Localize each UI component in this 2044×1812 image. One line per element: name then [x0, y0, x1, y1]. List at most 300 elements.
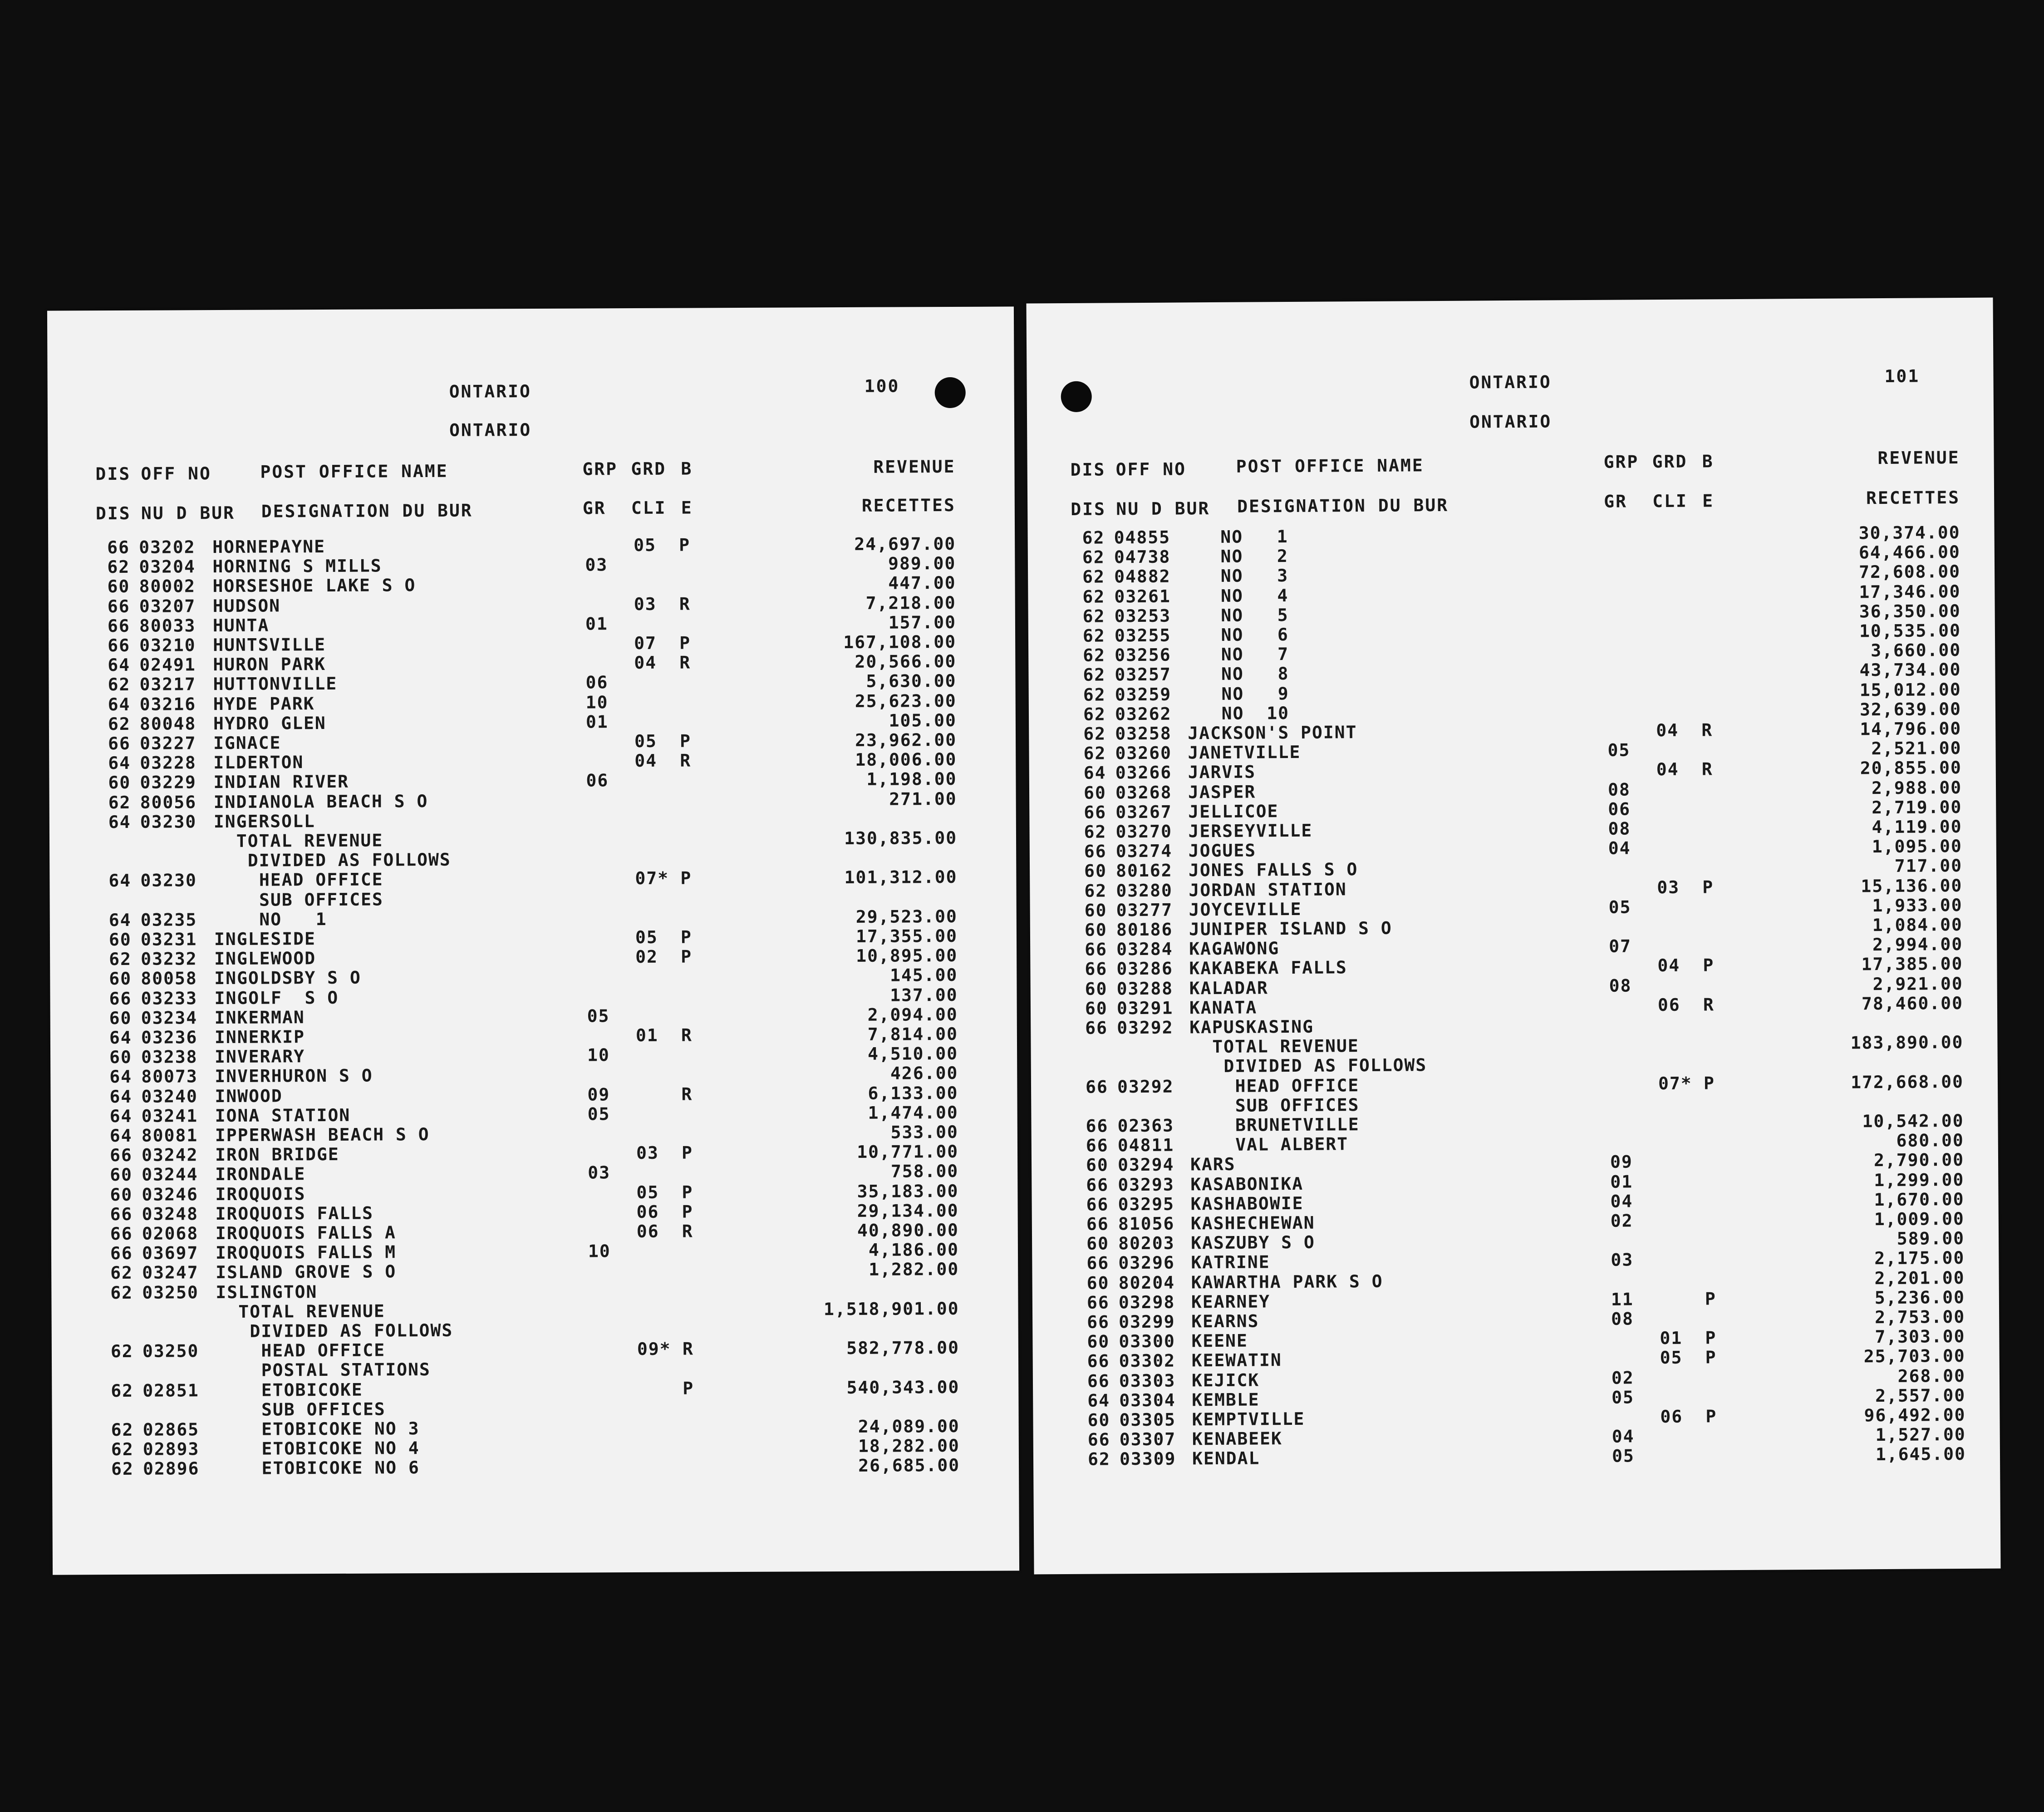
cell-rev: 1,299.00	[1874, 1169, 1965, 1190]
cell-off: 80186	[1116, 919, 1173, 940]
cell-name: KEENE	[1191, 1330, 1248, 1351]
cell-name: IROQUOIS	[215, 1183, 306, 1204]
cell-rev: 23,962.00	[855, 729, 957, 750]
cell-rev: 18,282.00	[858, 1436, 960, 1457]
cell-name: HUNTSVILLE	[213, 634, 326, 655]
cell-rev: 25,623.00	[855, 690, 957, 711]
cell-off: 03292	[1117, 1017, 1174, 1038]
cell-dis: 66	[1085, 1077, 1108, 1097]
header-dis: DIS	[95, 463, 131, 484]
cell-off: 03207	[139, 596, 196, 616]
header-grp: GRP	[1603, 452, 1639, 472]
cell-grp: 06	[586, 770, 609, 791]
cell-rev: 2,521.00	[1871, 738, 1962, 759]
cell-name: INDIANOLA BEACH S O	[213, 791, 428, 812]
cell-rev: 447.00	[888, 573, 956, 593]
cell-b: P	[681, 1142, 693, 1163]
cell-off: 03255	[1114, 625, 1171, 646]
cell-name: NO 7	[1187, 644, 1289, 665]
header-e: E	[1702, 491, 1715, 511]
cell-off: 03293	[1118, 1174, 1174, 1195]
cell-dis: 60	[1087, 1331, 1110, 1352]
cell-name: HYDE PARK	[213, 693, 315, 714]
cell-name: SUB OFFICES	[216, 1399, 386, 1420]
cell-grp: 08	[1611, 1309, 1634, 1329]
cell-b: P	[680, 868, 692, 888]
cell-name: KASABONIKA	[1190, 1173, 1304, 1194]
cell-name: NO 5	[1187, 605, 1289, 626]
cell-name: POSTAL STATIONS	[216, 1359, 431, 1381]
cell-b: P	[1705, 1289, 1716, 1309]
cell-grp: 01	[585, 614, 608, 634]
cell-rev: 15,136.00	[1861, 875, 1963, 896]
punch-hole	[935, 377, 966, 408]
cell-off: 80002	[139, 576, 196, 597]
cell-off: 03292	[1117, 1076, 1174, 1097]
cell-off: 03253	[1114, 606, 1171, 626]
cell-dis: 60	[1084, 861, 1107, 881]
cell-rev: 533.00	[890, 1122, 958, 1142]
cell-off: 03284	[1116, 939, 1173, 960]
cell-rev: 2,790.00	[1873, 1150, 1965, 1171]
cell-b: P	[1705, 1328, 1717, 1348]
cell-b: R	[679, 594, 691, 614]
cell-dis: 60	[110, 1165, 133, 1185]
cell-rev: 96,492.00	[1864, 1404, 1966, 1426]
cell-dis: 64	[108, 871, 132, 891]
cell-rev: 29,134.00	[857, 1200, 959, 1221]
cell-grd: 06	[636, 1201, 659, 1222]
cell-b: P	[1703, 955, 1715, 975]
cell-name: KEJICK	[1191, 1370, 1260, 1390]
cell-rev: 1,518,901.00	[823, 1298, 959, 1320]
cell-rev: 36,350.00	[1859, 601, 1961, 622]
cell-rev: 32,639.00	[1859, 699, 1962, 720]
header-grd: GRD	[1652, 451, 1688, 472]
cell-rev: 30,374.00	[1858, 522, 1960, 543]
cell-rev: 2,201.00	[1874, 1267, 1965, 1288]
cell-off: 03256	[1115, 645, 1171, 665]
cell-b: P	[679, 535, 691, 555]
province-title-en: ONTARIO	[449, 381, 531, 402]
cell-name: JANETVILLE	[1188, 742, 1301, 763]
cell-rev: 18,006.00	[855, 749, 957, 770]
cell-off: 03228	[140, 753, 197, 773]
cell-off: 80203	[1118, 1233, 1175, 1254]
cell-grp: 06	[1608, 799, 1631, 819]
cell-name: IRON BRIDGE	[215, 1144, 339, 1165]
cell-off: 03266	[1115, 762, 1172, 783]
cell-rev: 2,988.00	[1871, 777, 1962, 798]
cell-name: INWOOD	[215, 1086, 283, 1106]
cell-name: KEARNEY	[1191, 1291, 1271, 1312]
cell-name: KASZUBY S O	[1190, 1232, 1315, 1253]
header-grp: GRP	[582, 459, 618, 479]
cell-dis: 60	[1086, 1273, 1110, 1293]
cell-name: KAPUSKASING	[1189, 1016, 1314, 1038]
cell-dis: 66	[1085, 1018, 1108, 1038]
header-dis-fr: DIS	[1071, 499, 1106, 519]
cell-rev: 10,542.00	[1862, 1110, 1964, 1132]
cell-name: INGERSOLL	[213, 811, 315, 832]
cell-off: 03296	[1118, 1252, 1175, 1273]
cell-grd: 04	[1656, 720, 1679, 741]
cell-name: KATRINE	[1191, 1252, 1270, 1273]
cell-grp: 10	[587, 1045, 610, 1065]
cell-dis: 62	[1082, 586, 1106, 607]
cell-rev: 1,084.00	[1872, 914, 1963, 936]
cell-dis: 60	[107, 576, 130, 597]
cell-off: 04882	[1114, 566, 1171, 587]
cell-grp: 10	[585, 692, 609, 713]
cell-name: JASPER	[1188, 782, 1256, 802]
cell-dis: 66	[1084, 802, 1107, 822]
cell-dis: 66	[109, 988, 132, 1009]
cell-rev: 2,719.00	[1872, 797, 1962, 817]
cell-name: KALADAR	[1189, 977, 1268, 998]
cell-name: KENABEEK	[1192, 1428, 1282, 1449]
cell-dis: 62	[1083, 684, 1106, 705]
cell-rev: 25,703.00	[1863, 1346, 1965, 1367]
header-grd: GRD	[631, 458, 667, 479]
cell-b: P	[682, 1182, 693, 1202]
cell-name: NO 9	[1187, 683, 1289, 704]
cell-rev: 15,012.00	[1859, 679, 1961, 700]
cell-name: NO 4	[1187, 585, 1289, 606]
header-revenue: REVENUE	[873, 456, 956, 477]
cell-off: 03230	[140, 870, 197, 891]
cell-off: 03232	[141, 949, 197, 969]
cell-rev: 3,660.00	[1871, 640, 1961, 661]
cell-dis: 60	[1086, 1155, 1109, 1176]
cell-rev: 20,855.00	[1860, 758, 1962, 778]
cell-dis: 62	[110, 1282, 133, 1303]
cell-dis: 64	[108, 812, 131, 832]
cell-grd: 03	[1657, 877, 1680, 897]
cell-dis: 62	[109, 949, 132, 970]
cell-grp: 02	[1611, 1367, 1634, 1388]
cell-off: 03304	[1119, 1390, 1176, 1411]
cell-rev: 72,608.00	[1859, 561, 1961, 582]
cell-name: KEEWATIN	[1191, 1350, 1282, 1371]
header-post-office-name: POST OFFICE NAME	[260, 461, 448, 482]
cell-off: 03274	[1115, 841, 1173, 862]
cell-dis: 66	[108, 635, 131, 656]
cell-name: JACKSON'S POINT	[1188, 722, 1357, 744]
cell-grp: 10	[588, 1241, 611, 1261]
cell-dis: 66	[108, 733, 131, 754]
cell-grd: 04	[634, 652, 657, 673]
cell-off: 03286	[1116, 958, 1173, 979]
header-b: B	[1702, 451, 1714, 472]
cell-name: ETOBICOKE NO 6	[216, 1457, 420, 1479]
cell-dis: 62	[108, 714, 131, 734]
cell-off: 03241	[141, 1106, 198, 1126]
cell-grd: 07*	[1658, 1073, 1692, 1093]
cell-off: 03204	[139, 556, 196, 577]
cell-dis: 62	[1087, 1449, 1110, 1470]
cell-b: R	[680, 750, 692, 771]
cell-grd: 05	[636, 1182, 659, 1202]
cell-grd: 02	[635, 946, 658, 967]
cell-off: 03235	[140, 910, 197, 930]
cell-rev: 29,523.00	[855, 906, 958, 927]
cell-name: JUNIPER ISLAND S O	[1189, 918, 1392, 940]
cell-rev: 4,119.00	[1872, 816, 1962, 837]
cell-b: P	[1705, 1347, 1717, 1368]
cell-rev: 426.00	[890, 1063, 958, 1083]
header-recettes: RECETTES	[861, 495, 956, 516]
left-page	[47, 306, 1019, 1575]
cell-rev: 1,933.00	[1872, 895, 1963, 916]
cell-rev: 10,771.00	[857, 1142, 959, 1162]
cell-name: INGLEWOOD	[214, 948, 316, 969]
cell-dis: 64	[108, 694, 131, 714]
cell-dis: 62	[1083, 645, 1106, 665]
cell-name: JARVIS	[1188, 762, 1256, 783]
cell-name: SUB OFFICES	[1190, 1094, 1360, 1116]
cell-name: NO 8	[1187, 664, 1289, 684]
cell-name: KASHECHEWAN	[1190, 1212, 1315, 1234]
cell-name: HUNTA	[212, 615, 270, 635]
cell-dis: 66	[109, 1145, 133, 1166]
cell-dis: 62	[110, 1263, 133, 1283]
cell-dis: 66	[1086, 1175, 1109, 1195]
cell-name: ISLAND GROVE S O	[216, 1261, 397, 1283]
cell-off: 04855	[1114, 527, 1171, 548]
cell-off: 02068	[142, 1223, 199, 1244]
cell-dis: 66	[1086, 1214, 1109, 1234]
cell-dis: 62	[1082, 527, 1105, 548]
cell-off: 03244	[142, 1164, 198, 1185]
cell-dis: 66	[1085, 959, 1108, 980]
cell-name: JONES FALLS S O	[1188, 859, 1358, 881]
cell-off: 03307	[1119, 1429, 1176, 1450]
cell-rev: 6,133.00	[868, 1083, 958, 1103]
cell-rev: 2,557.00	[1875, 1385, 1966, 1406]
cell-grp: 09	[1610, 1152, 1633, 1172]
cell-grp: 02	[1610, 1211, 1633, 1231]
cell-name: NO 2	[1186, 546, 1288, 567]
cell-name: ILDERTON	[213, 752, 304, 773]
cell-b: P	[680, 927, 692, 947]
cell-dis: 62	[1084, 822, 1107, 842]
cell-dis: 62	[111, 1380, 134, 1401]
cell-name: NO 10	[1187, 703, 1290, 724]
cell-off: 03250	[142, 1282, 199, 1303]
cell-name: NO 1	[1186, 527, 1288, 547]
cell-rev: 14,796.00	[1860, 718, 1962, 739]
cell-grp: 07	[1609, 936, 1632, 956]
cell-grp: 05	[587, 1104, 610, 1124]
cell-rev: 1,527.00	[1875, 1424, 1966, 1445]
cell-dis: 60	[1085, 979, 1108, 999]
cell-dis: 66	[110, 1204, 133, 1224]
cell-off: 03309	[1119, 1448, 1176, 1469]
cell-b: R	[679, 652, 691, 673]
cell-name: NO 1	[214, 909, 327, 930]
cell-rev: 4,186.00	[868, 1240, 959, 1260]
cell-dis: 66	[1086, 1135, 1109, 1156]
cell-b: P	[679, 633, 691, 653]
cell-dis: 62	[1082, 547, 1105, 567]
cell-grp: 04	[1608, 838, 1631, 858]
cell-name: KAWARTHA PARK S O	[1191, 1271, 1383, 1292]
page-number: 101	[1884, 366, 1920, 386]
cell-dis: 62	[1083, 743, 1106, 763]
cell-off: 03267	[1115, 802, 1172, 822]
cell-rev: 24,697.00	[854, 533, 956, 554]
cell-rev: 7,218.00	[865, 592, 956, 613]
cell-grd: 06	[636, 1221, 659, 1242]
header-nu-d-bur: NU D BUR	[1116, 498, 1210, 519]
header-designation: DESIGNATION DU BUR	[1237, 495, 1449, 517]
cell-off: 02363	[1117, 1115, 1174, 1136]
cell-rev: 2,094.00	[867, 1004, 958, 1025]
cell-rev: 1,282.00	[869, 1259, 959, 1280]
cell-dis: 60	[1084, 900, 1107, 921]
cell-off: 03270	[1115, 821, 1173, 842]
cell-name: INKERMAN	[214, 1007, 305, 1028]
header-e: E	[681, 497, 693, 518]
cell-off: 03305	[1119, 1409, 1176, 1430]
cell-off: 02896	[142, 1458, 200, 1479]
cell-name: HUDSON	[212, 596, 281, 616]
cell-off: 03248	[142, 1204, 199, 1224]
cell-name: HORSESHOE LAKE S O	[212, 575, 416, 596]
cell-name: KENDAL	[1192, 1448, 1260, 1469]
cell-off: 03280	[1116, 880, 1173, 901]
cell-name: BRUNETVILLE	[1190, 1114, 1360, 1136]
cell-name: HORNEPAYNE	[212, 536, 326, 557]
cell-rev: 4,510.00	[867, 1044, 958, 1064]
cell-off: 03697	[142, 1243, 199, 1263]
cell-grd: 05	[1660, 1348, 1683, 1368]
cell-name: JELLICOE	[1188, 801, 1279, 822]
cell-rev: 78,460.00	[1861, 993, 1964, 1014]
cell-name: IONA STATION	[215, 1105, 351, 1126]
cell-grd: 07*	[635, 868, 669, 889]
cell-rev: 989.00	[888, 553, 956, 574]
cell-grp: 01	[585, 712, 609, 732]
cell-grp: 03	[585, 555, 608, 575]
cell-grd: 04	[634, 750, 658, 771]
cell-rev: 5,630.00	[866, 671, 957, 692]
province-title-en: ONTARIO	[1469, 372, 1552, 393]
cell-grp: 09	[587, 1084, 610, 1105]
cell-rev: 717.00	[1894, 856, 1963, 876]
cell-rev: 268.00	[1897, 1365, 1966, 1386]
cell-grp: 08	[1607, 779, 1631, 800]
cell-rev: 157.00	[888, 612, 957, 633]
cell-off: 80081	[141, 1125, 198, 1146]
header-nu-d-bur: NU D BUR	[141, 502, 236, 523]
cell-dis: 60	[108, 929, 132, 950]
cell-off: 03210	[139, 635, 196, 655]
cell-b: R	[682, 1221, 693, 1241]
cell-name: KEMPTVILLE	[1192, 1408, 1305, 1430]
cell-rev: 10,535.00	[1859, 620, 1961, 641]
cell-dis: 60	[110, 1184, 133, 1205]
cell-grd: 04	[1657, 955, 1680, 976]
header-post-office-name: POST OFFICE NAME	[1236, 455, 1424, 477]
cell-name: DIVIDED AS FOLLOWS	[216, 1320, 453, 1342]
cell-dis: 64	[108, 753, 131, 773]
cell-dis: 66	[110, 1243, 133, 1264]
cell-name: HYDRO GLEN	[213, 713, 326, 734]
cell-off: 81056	[1118, 1213, 1175, 1234]
header-recettes: RECETTES	[1866, 487, 1960, 508]
cell-grp: 08	[1608, 818, 1631, 839]
cell-dis: 66	[1086, 1194, 1109, 1215]
cell-rev: 2,994.00	[1872, 934, 1963, 955]
cell-b: R	[1703, 995, 1715, 1015]
cell-name: KARS	[1190, 1154, 1236, 1175]
header-designation: DESIGNATION DU BUR	[261, 500, 473, 522]
cell-dis: 62	[1083, 665, 1106, 685]
cell-b: P	[1705, 1406, 1717, 1427]
cell-b: P	[1702, 876, 1714, 897]
cell-b: R	[681, 1084, 693, 1104]
cell-name: KASHABOWIE	[1190, 1193, 1304, 1214]
cell-dis: 66	[1086, 1292, 1110, 1313]
header-revenue: REVENUE	[1877, 447, 1960, 468]
cell-grp: 05	[1608, 897, 1631, 917]
cell-rev: 582,778.00	[846, 1338, 960, 1359]
cell-name: SUB OFFICES	[214, 889, 383, 910]
cell-dis: 66	[1087, 1429, 1110, 1450]
cell-name: JORDAN STATION	[1189, 879, 1347, 900]
cell-dis: 66	[1087, 1312, 1110, 1332]
cell-rev: 101,312.00	[844, 867, 958, 888]
cell-rev: 7,303.00	[1875, 1326, 1965, 1347]
cell-dis: 64	[109, 1125, 133, 1146]
cell-off: 03240	[141, 1086, 198, 1107]
page-number: 100	[864, 376, 900, 396]
cell-off: 03242	[141, 1145, 198, 1165]
cell-off: 04811	[1117, 1135, 1174, 1156]
cell-dis: 60	[1086, 1233, 1110, 1254]
cell-b: P	[679, 731, 692, 751]
cell-rev: 2,175.00	[1874, 1248, 1965, 1269]
cell-dis: 60	[1083, 783, 1106, 803]
cell-off: 03303	[1119, 1370, 1176, 1391]
cell-off: 80162	[1115, 860, 1173, 881]
header-gr: GR	[1604, 491, 1628, 512]
cell-rev: 5,236.00	[1874, 1287, 1965, 1308]
cell-rev: 43,734.00	[1859, 660, 1961, 680]
cell-grp: 05	[1612, 1446, 1635, 1467]
cell-grd: 01	[635, 1025, 658, 1046]
cell-name: ETOBICOKE	[216, 1379, 363, 1400]
cell-dis: 62	[1083, 724, 1106, 744]
cell-name: JERSEYVILLE	[1188, 820, 1313, 842]
cell-grd: 05	[634, 731, 657, 752]
cell-dis: 62	[108, 675, 131, 695]
cell-dis: 60	[109, 1047, 132, 1068]
cell-grp: 03	[1611, 1250, 1634, 1270]
cell-off: 03294	[1117, 1154, 1174, 1175]
cell-rev: 680.00	[1896, 1130, 1964, 1151]
cell-grd: 04	[1656, 759, 1679, 780]
cell-rev: 589.00	[1897, 1228, 1965, 1249]
cell-rev: 20,566.00	[855, 651, 957, 672]
cell-name: KEMBLE	[1192, 1389, 1260, 1410]
cell-off: 03295	[1118, 1194, 1175, 1215]
cell-dis: 60	[1085, 998, 1108, 1019]
cell-name: ISLINGTON	[216, 1281, 318, 1302]
cell-name: INVERARY	[215, 1046, 305, 1067]
